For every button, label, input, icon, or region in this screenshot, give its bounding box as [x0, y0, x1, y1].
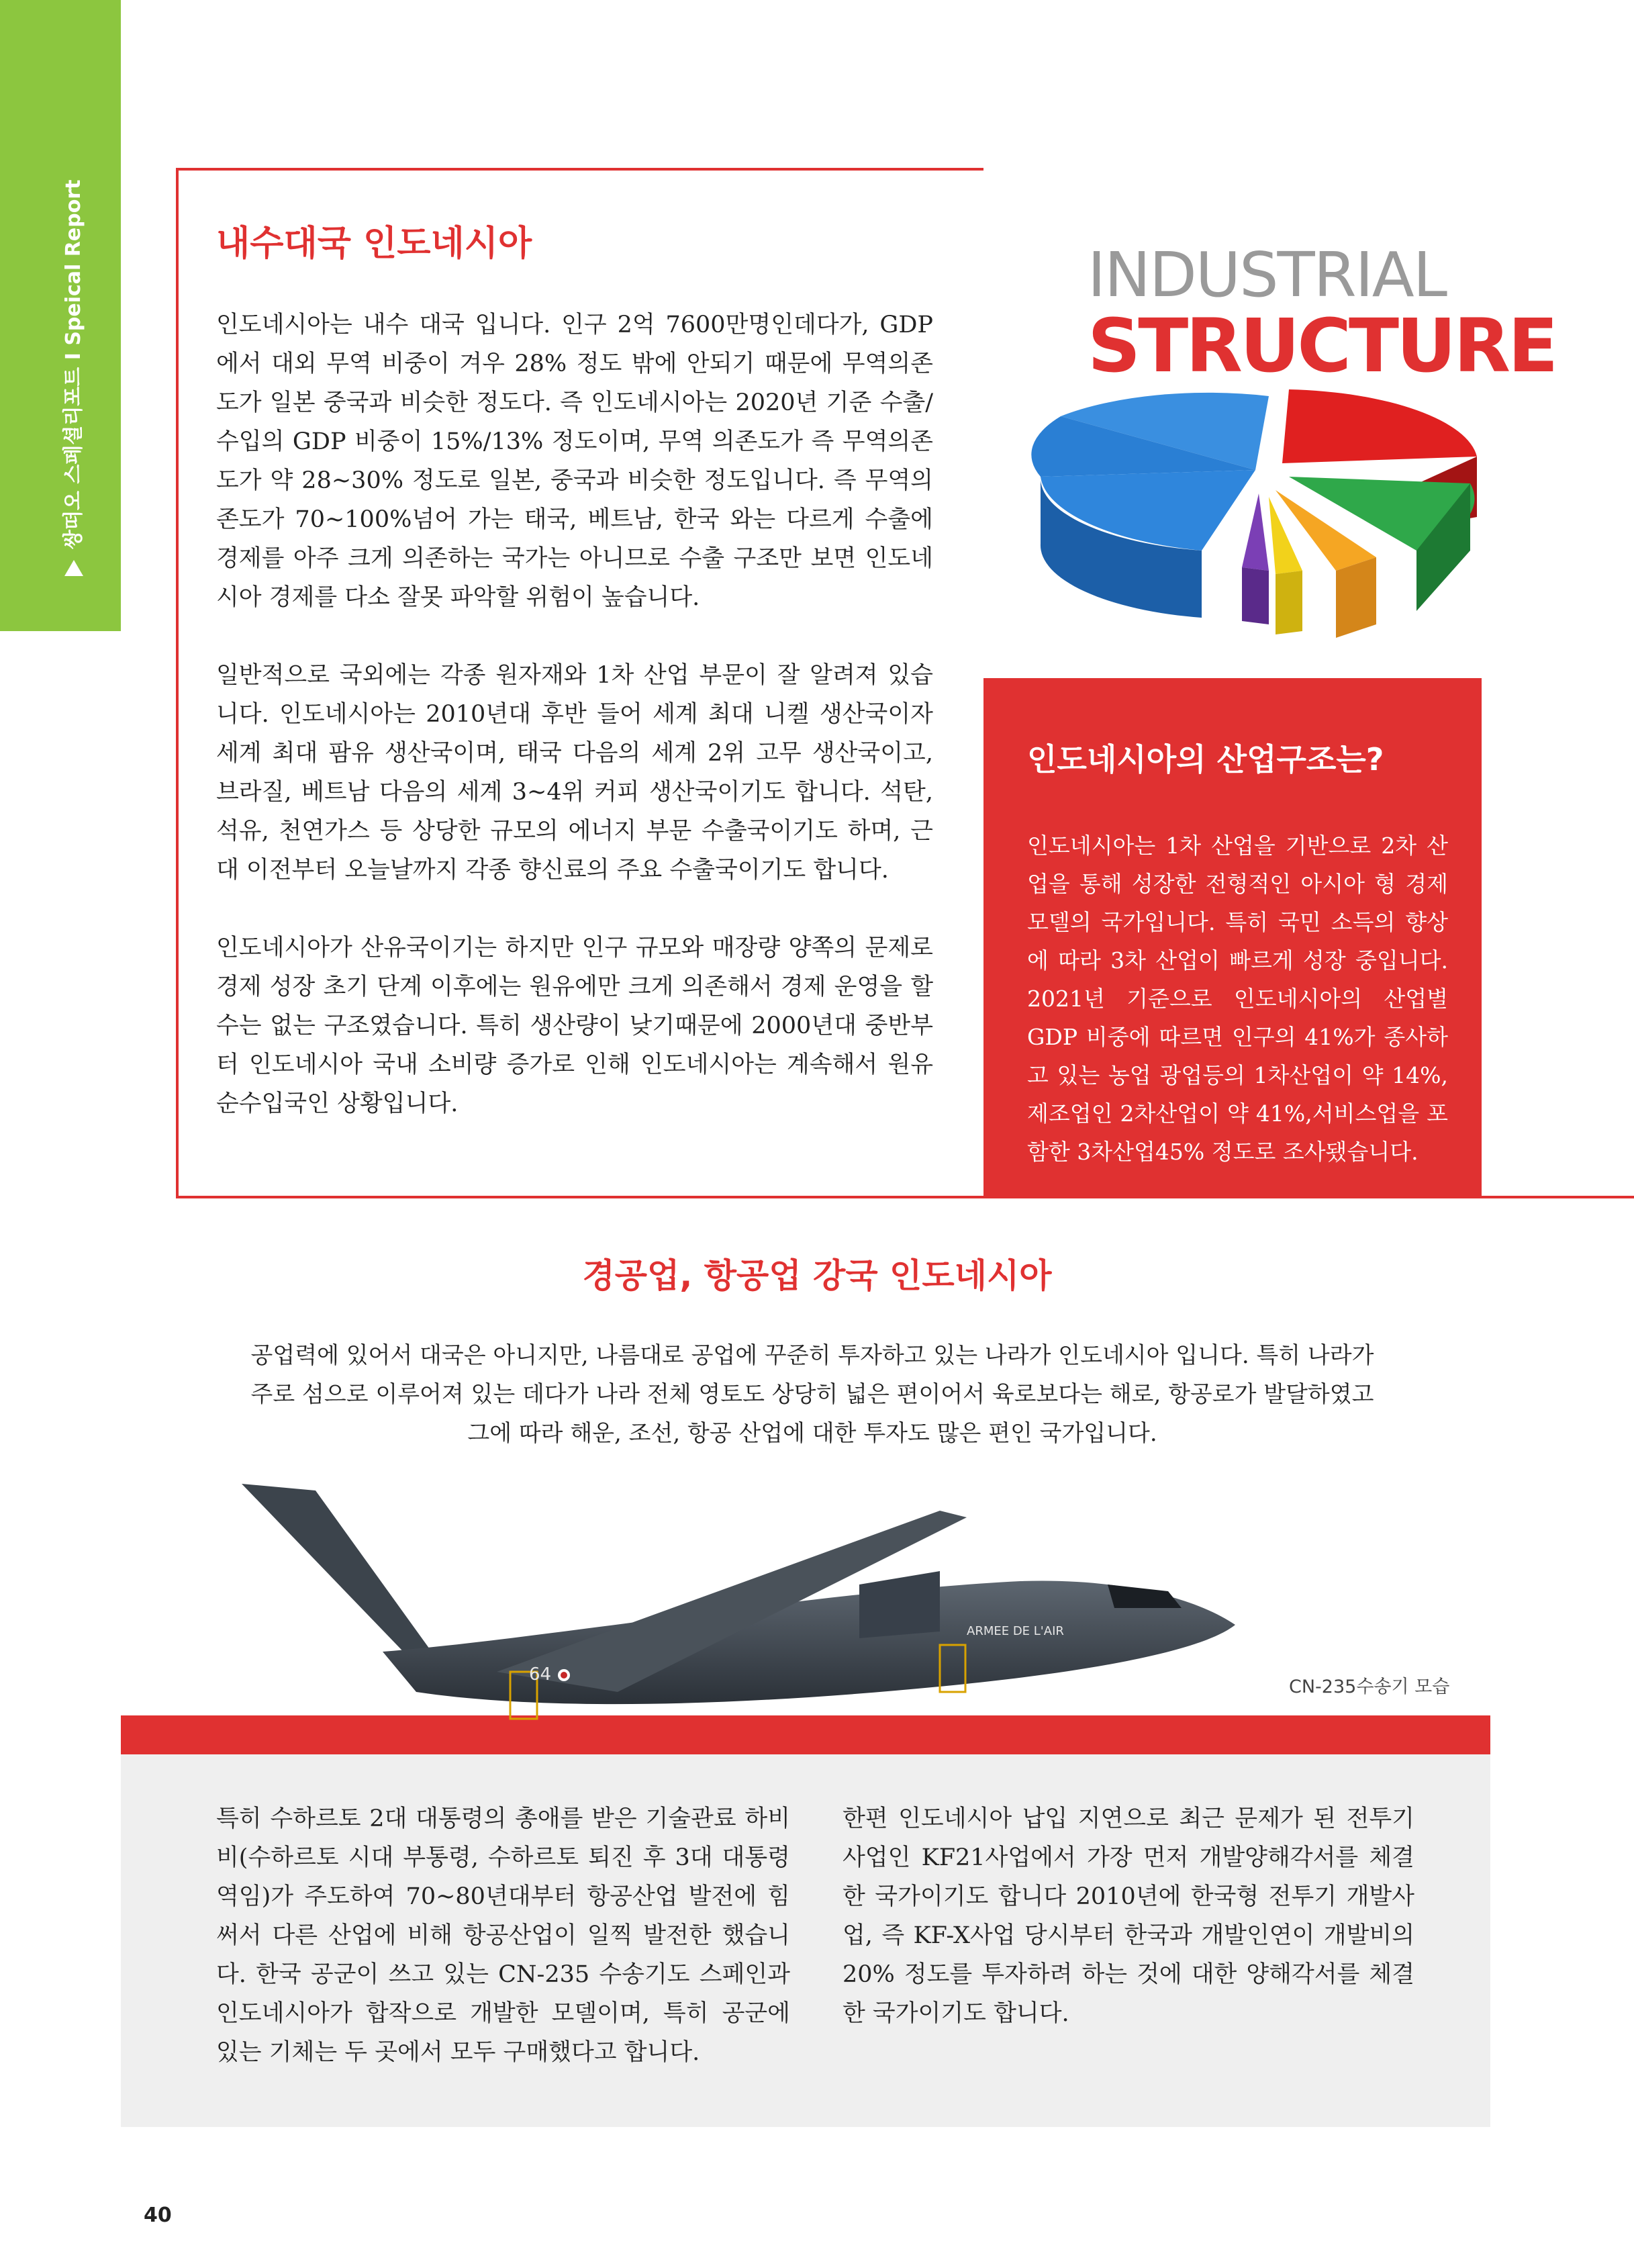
section2-title: 경공업, 항공업 강국 인도네시아 — [582, 1256, 1052, 1295]
section1-title: 내수대국 인도네시아 — [216, 224, 532, 264]
page-number: 40 — [144, 2204, 172, 2227]
cn235-aircraft-image — [215, 1470, 1262, 1773]
section1-paragraph: 인도네시아는 내수 대국 입니다. 인구 2억 7600만명인데다가, GDP에서 대외 무역 비중이 겨우 28% 정도 밖에 안되기 때문에 무역의존도가 일본 중국과 비슷한 정도다. 즉 인도네시아는 2020년 기준 수출/수입의 GDP 비중이 15%/13% 정도이며, 무역 의존도가 즉 무역의존도가 약 28~30% 정도로 일본, 중국과 비슷한 정도입니다. 즉 무역의존도가 70~100%넘어 가는 태국, 베트남, 한국 와는 다르게 수출에 경제를 아주 크게 의존하는 국가는 아니므로 수출 구조만 보면 인도네시아 경제를 다소 잘못 파악할 위험이 높습니다. — [216, 312, 933, 611]
pie-blue-slice — [1031, 393, 1269, 618]
industry-structure-box — [983, 678, 1482, 1198]
section2-left-column: 특히 수하르토 2대 대통령의 총애를 받은 기술관료 하비비(수하르토 시대 부통령, 수하르토 퇴진 후 3대 대통령 역임)가 주도하여 70~80년대부터 항공산업 발전에 힘써서 다른 산업에 비해 항공산업이 일찍 발전한 했습니다. 한국 공군이 쓰고 있는 CN-235 수송기도 스페인과 인도네시아가 합작으로 개발한 모델이며, 특히 공군에 있는 기체는 두 곳에서 모두 구매했다고 합니다. — [216, 1805, 790, 2066]
image-caption: CN-235수송기 모습 — [1289, 1676, 1450, 1697]
redbox-title: 인도네시아의 산업구조는? — [1027, 741, 1384, 777]
plane-marking: ARMEE DE L'AIR — [967, 1624, 1064, 1638]
plane-cockpit — [1108, 1585, 1182, 1608]
plane-tail — [242, 1484, 436, 1665]
structure-word: STRUCTURE — [1088, 303, 1556, 389]
industrial-word: INDUSTRIAL — [1088, 239, 1446, 311]
section2-right-column: 한편 인도네시아 납입 지연으로 최근 문제가 된 전투기 사업인 KF21사업에서 가장 먼저 개발양해각서를 체결한 국가이기도 합니다 2010년에 한국형 전투기 개발사업, 즉 KF-X사업 당시부터 한국과 개발인연이 개발비의 20% 정도를 투자하려 하는 것에 대한 양해각서를 체결한 국가이기도 합니다. — [843, 1805, 1414, 2027]
section2-intro: 공업력에 있어서 대국은 아니지만, 나름대로 공업에 꾸준히 투자하고 있는 나라가 인도네시아 입니다. 특히 나라가 주로 섬으로 이루어져 있는 데다가 나라 전체 영토도 상당히 넓은 편이어서 육로보다는 해로, 항공로가 발달하였고 그에 따라 해운, 조선, 항공 산업에 대한 투자도 많은 편인 국가입니다. — [250, 1342, 1374, 1447]
section1-paragraph: 일반적으로 국외에는 각종 원자재와 1차 산업 부문이 잘 알려져 있습니다. 인도네시아는 2010년대 후반 들어 세계 최대 니켈 생산국이자 세계 최대 팜유 생산국이며, 태국 다음의 세계 2위 고무 생산국이고, 브라질, 베트남 다음의 세계 3~4위 커피 생산국이기도 합니다. 석탄, 석유, 천연가스 등 상당한 규모의 에너지 부문 수출국이기도 하며, 근대 이전부터 오늘날까지 각종 향신료의 주요 수출국이기도 합니다. — [216, 662, 933, 884]
section1-body — [216, 305, 933, 1123]
redbox-body: 인도네시아는 1차 산업을 기반으로 2차 산업을 통해 성장한 전형적인 아시아 형 경제 모델의 국가입니다. 특히 국민 소득의 향상에 따라 3차 산업이 빠르게 성장 중입니다. 2021년 기준으로 인도네시아의 산업별 GDP 비중에 따르면 인구의 41%가 종사하고 있는 농업 광업등의 1차산업이 약 14%, 제조업인 2차산업이 약 41%,서비스업을 포함한 3차산업45% 정도로 조사됐습니다. — [1027, 833, 1448, 1165]
tail-number: 64 — [529, 1664, 552, 1685]
side-label — [60, 180, 87, 577]
side-label-text: 쌍떠오 스페셜리포트 I Speical Report — [62, 179, 85, 549]
pie-chart-illustration — [1000, 329, 1510, 678]
plane-engine — [859, 1571, 940, 1638]
triangle-icon — [64, 560, 83, 576]
pie-purple-slice — [1242, 493, 1269, 624]
section1-paragraph: 인도네시아가 산유국이기는 하지만 인구 규모와 매장량 양쪽의 문제로 경제 성장 초기 단계 이후에는 원유에만 크게 의존해서 경제 운영을 할 수는 없는 구조였습니다. 특히 생산량이 낮기때문에 2000년대 중반부터 인도네시아 국내 소비량 증가로 인해 인도네시아는 계속해서 원유 순수입국인 상황입니다. — [216, 935, 933, 1117]
